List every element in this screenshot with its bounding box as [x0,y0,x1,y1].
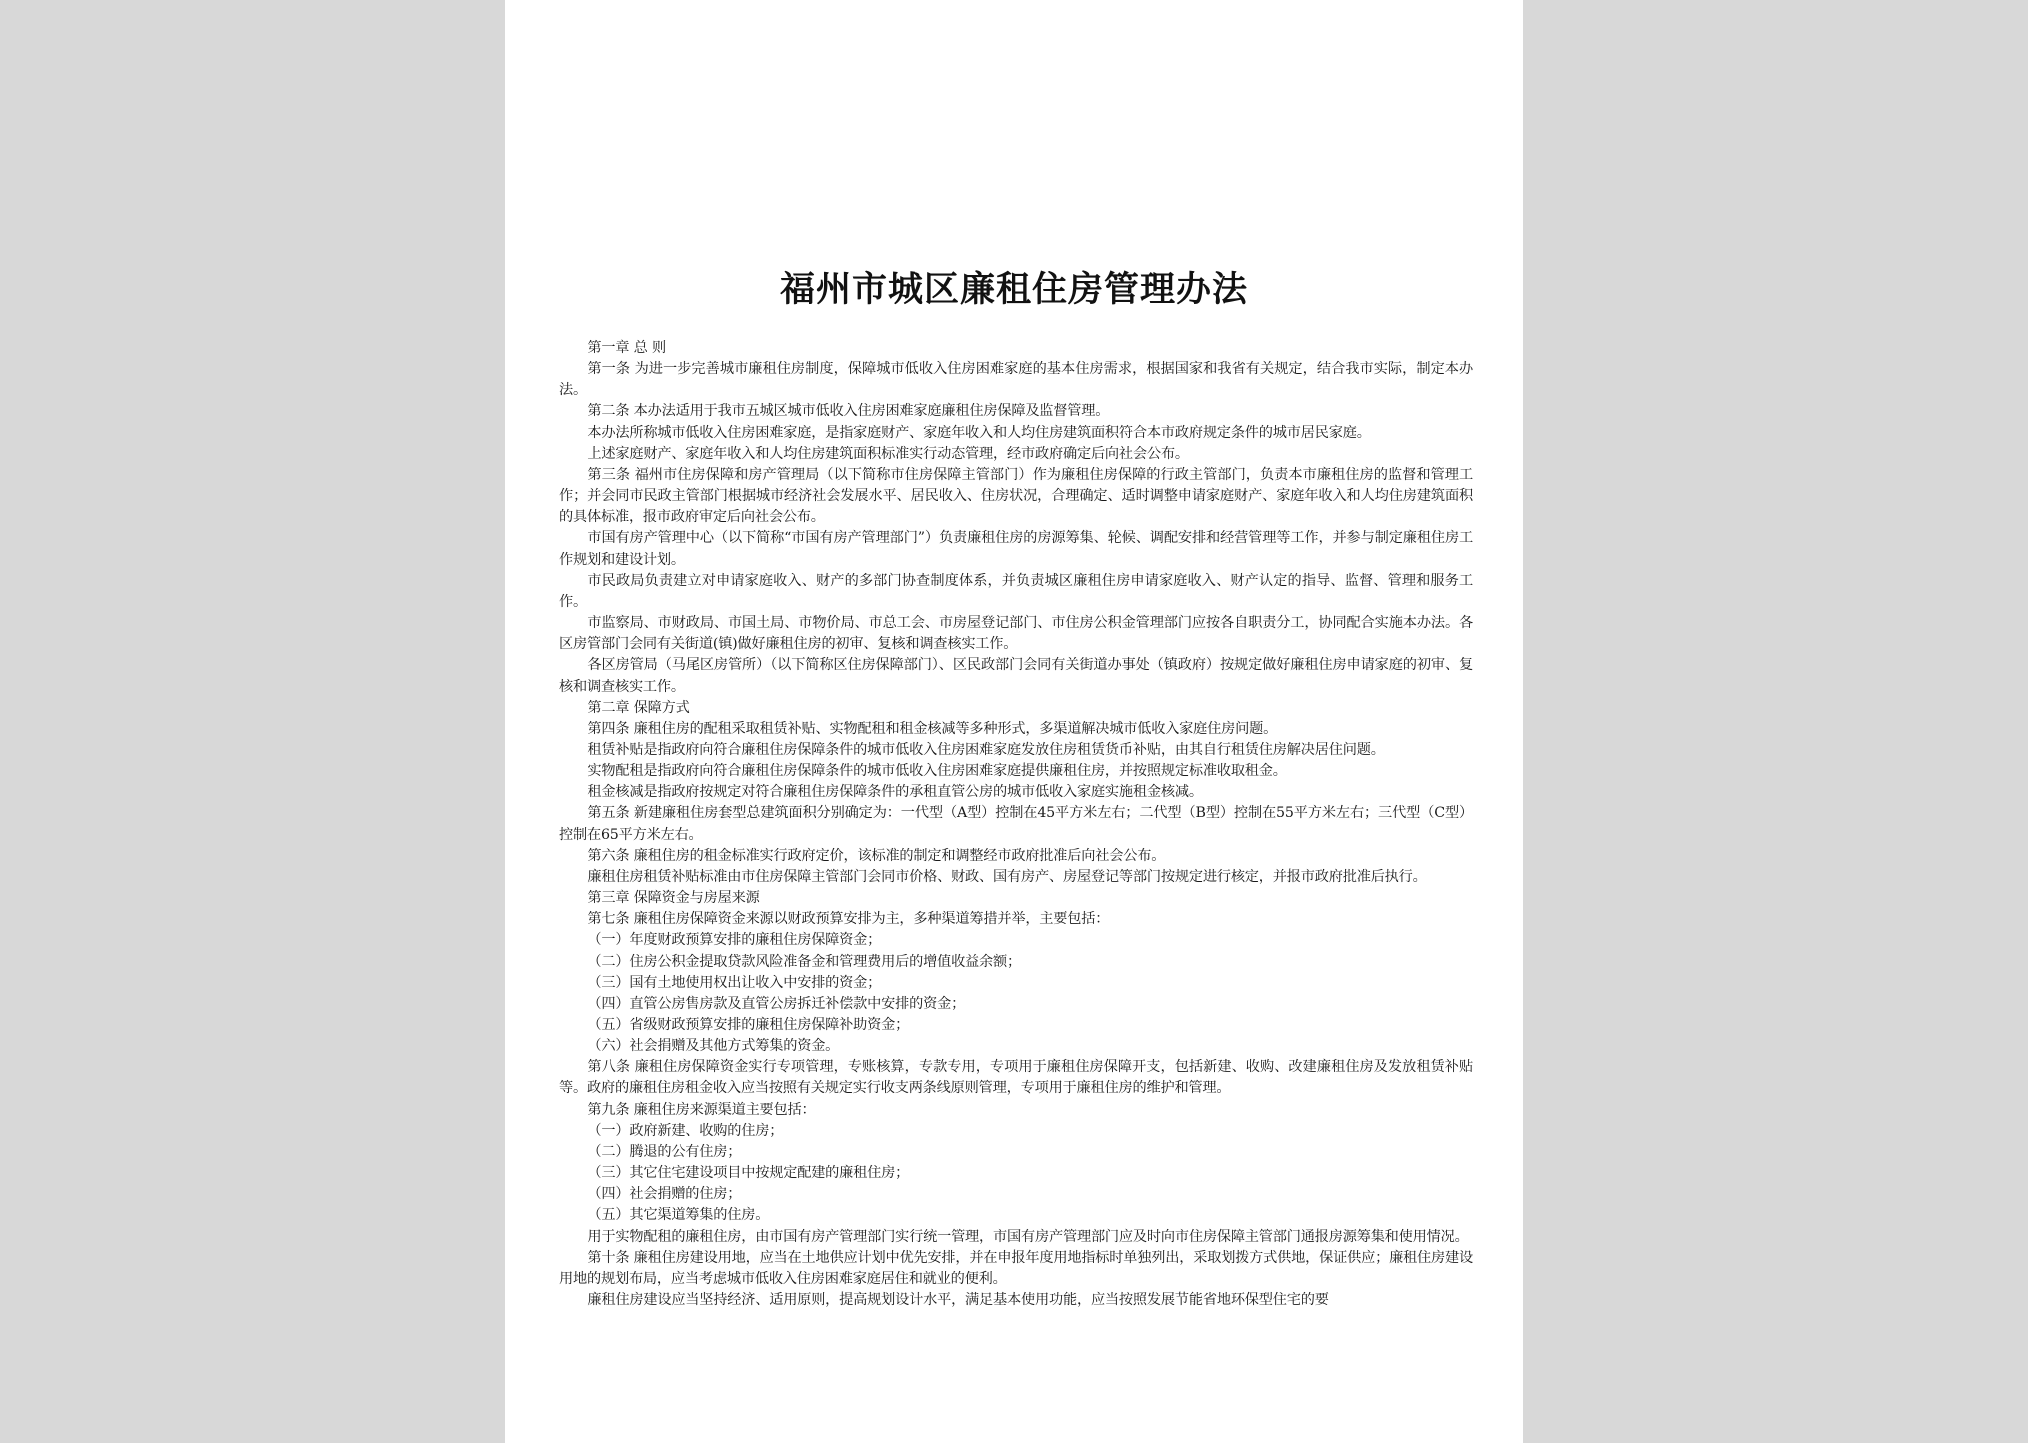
document-paragraph: （二）住房公积金提取贷款风险准备金和管理费用后的增值收益余额； [587,953,1022,970]
document-paragraph: 第三章 保障资金与房屋来源 [587,890,760,907]
document-paragraph: 第二条 本办法适用于我市五城区城市低收入住房困难家庭廉租住房保障及监督管理。 [587,403,1110,420]
document-paragraph: 第七条 廉租住房保障资金来源以财政预算安排为主，多种渠道筹措并举，主要包括： [587,911,1110,928]
document-paragraph: （六）社会捐赠及其他方式筹集的资金。 [587,1038,840,1055]
document-paragraph: （三）国有土地使用权出让收入中安排的资金； [587,974,882,991]
document-paragraph: 第二章 保障方式 [587,699,690,716]
document-paragraph: 第九条 廉租住房来源渠道主要包括： [587,1101,816,1118]
document-paragraph: 第六条 廉租住房的租金标准实行政府定价，该标准的制定和调整经市政府批准后向社会公布。 [587,847,1166,864]
document-paragraph: 第十条 廉租住房建设用地，应当在土地供应计划中优先安排，并在申报年度用地指标时单独列出，采取划拨方式供地，保证供应；廉租住房建设用地的规划布局，应当考虑城市低收入住房困难家庭居住和就业的便利。 [559,1249,1473,1287]
document-paragraph: 各区房管局（马尾区房管所）（以下简称区住房保障部门）、区民政部门会同有关街道办事处（镇政府）按规定做好廉租住房申请家庭的初审、复核和调查核实工作。 [559,657,1473,695]
document-paragraph: （三）其它住宅建设项目中按规定配建的廉租住房； [587,1165,910,1182]
document-paragraph: （一）年度财政预算安排的廉租住房保障资金； [587,932,882,949]
document-paragraph: 本办法所称城市低收入住房困难家庭，是指家庭财产、家庭年收入和人均住房建筑面积符合本市政府规定条件的城市居民家庭。 [587,424,1371,441]
document-paragraph: 第三条 福州市住房保障和房产管理局（以下简称市住房保障主管部门）作为廉租住房保障的行政主管部门，负责本市廉租住房的监督和管理工作；并会同市民政主管部门根据城市经济社会发展水平、居民收入、住房状况，合理确定、适时调整申请家庭财产、家庭年收入和人均住房建筑面积的具体标准，报市政府审定后向社会公布。 [559,466,1473,526]
document-paragraph: （二）腾退的公有住房； [587,1143,742,1160]
document-paragraph: （四）社会捐赠的住房； [587,1186,742,1203]
document-paragraph: （五）其它渠道筹集的住房。 [587,1207,770,1224]
document-paragraph: 廉租住房租赁补贴标准由市住房保障主管部门会同市价格、财政、国有房产、房屋登记等部门按规定进行核定，并报市政府批准后执行。 [587,868,1427,885]
document-paragraph: 市国有房产管理中心（以下简称“市国有房产管理部门”）负责廉租住房的房源筹集、轮候、调配安排和经营管理等工作，并参与制定廉租住房工作规划和建设计划。 [559,530,1473,568]
document-paragraph: 租赁补贴是指政府向符合廉租住房保障条件的城市低收入住房困难家庭发放住房租赁货币补贴，由其自行租赁住房解决居住问题。 [587,741,1385,758]
document-body [559,338,1473,1311]
document-paragraph: 实物配租是指政府向符合廉租住房保障条件的城市低收入住房困难家庭提供廉租住房，并按照规定标准收取租金。 [587,763,1287,780]
document-paragraph: 市民政局负责建立对申请家庭收入、财产的多部门协查制度体系，并负责城区廉租住房申请家庭收入、财产认定的指导、监督、管理和服务工作。 [559,572,1473,610]
document-paragraph: 第八条 廉租住房保障资金实行专项管理，专账核算，专款专用，专项用于廉租住房保障开支，包括新建、收购、改建廉租住房及发放租赁补贴等。政府的廉租住房租金收入应当按照有关规定实行收支两条线原则管理，专项用于廉租住房的维护和管理。 [559,1059,1473,1097]
document-paragraph: 第五条 新建廉租住房套型总建筑面积分别确定为：一代型（A型）控制在45平方米左右；二代型（B型）控制在55平方米左右；三代型（C型）控制在65平方米左右。 [559,805,1473,843]
document-paragraph: （一）政府新建、收购的住房； [587,1122,784,1139]
document-title: 福州市城区廉租住房管理办法 [779,269,1248,310]
document-paragraph: 市监察局、市财政局、市国土局、市物价局、市总工会、市房屋登记部门、市住房公积金管理部门应按各自职责分工，协同配合实施本办法。各区房管部门会同有关街道(镇)做好廉租住房的初审、复核和调查核实工作。 [559,615,1473,653]
document-paragraph: 第四条 廉租住房的配租采取租赁补贴、实物配租和租金核减等多种形式，多渠道解决城市低收入家庭住房问题。 [587,720,1278,737]
document-paragraph: 上述家庭财产、家庭年收入和人均住房建筑面积标准实行动态管理，经市政府确定后向社会公布。 [587,445,1189,462]
document-paragraph: 第一章 总 则 [587,340,666,356]
document-page [505,0,1523,1443]
document-paragraph: （四）直管公房售房款及直管公房拆迁补偿款中安排的资金； [587,995,966,1012]
document-paragraph: 用于实物配租的廉租住房，由市国有房产管理部门实行统一管理，市国有房产管理部门应及时向市住房保障主管部门通报房源筹集和使用情况。 [587,1228,1469,1245]
document-paragraph: 第一条 为进一步完善城市廉租住房制度，保障城市低收入住房困难家庭的基本住房需求，根据国家和我省有关规定，结合我市实际，制定本办法。 [559,361,1473,399]
document-paragraph: 廉租住房建设应当坚持经济、适用原则，提高规划设计水平，满足基本使用功能，应当按照发展节能省地环保型住宅的要 [587,1292,1329,1309]
document-paragraph: （五）省级财政预算安排的廉租住房保障补助资金； [587,1017,910,1033]
document-paragraph: 租金核减是指政府按规定对符合廉租住房保障条件的承租直管公房的城市低收入家庭实施租金核减。 [587,784,1203,801]
